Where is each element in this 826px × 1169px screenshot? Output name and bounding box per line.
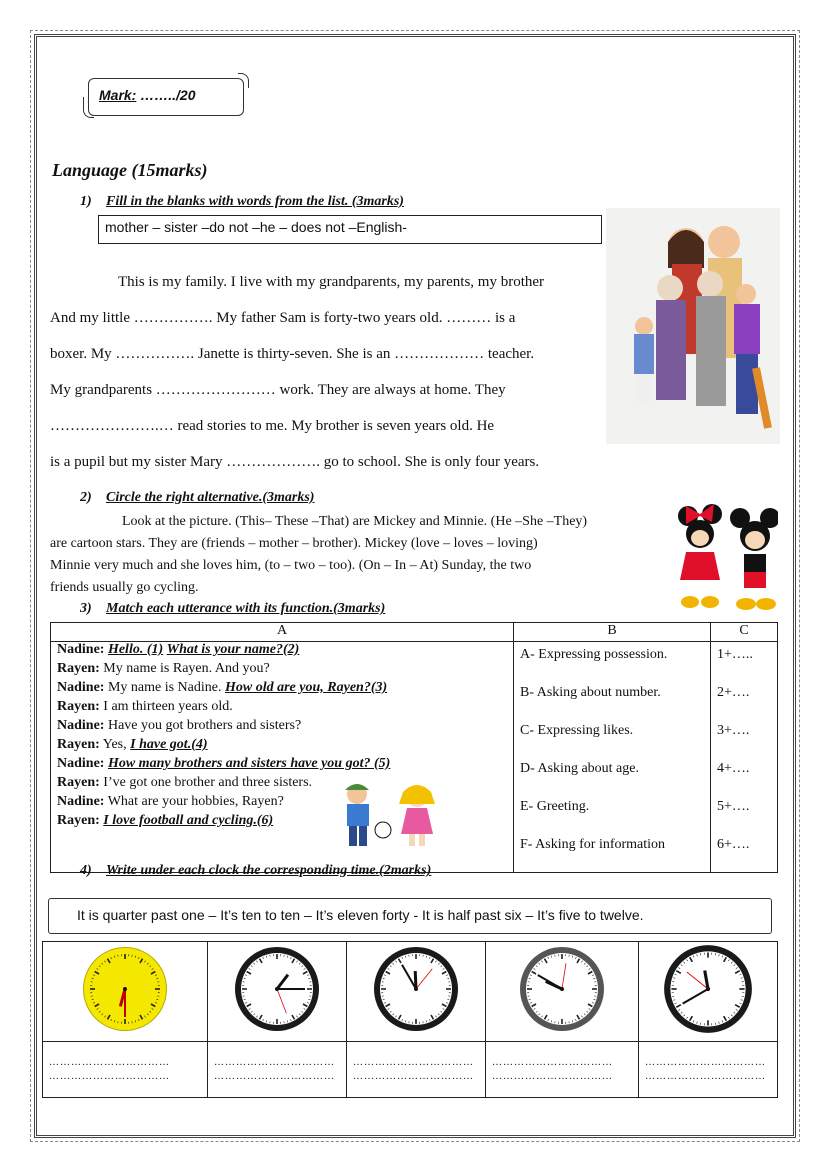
- clock-cell-1: [43, 942, 208, 1042]
- speaker-name: Rayen:: [57, 699, 100, 714]
- answer-slot[interactable]: 3+….: [717, 723, 750, 738]
- q1-line-1: This is my family. I live with my grandparents, my parents, my brother: [118, 274, 545, 290]
- dialogue-line: [57, 756, 507, 775]
- utterance-underlined: I love football and cycling.(6): [103, 813, 274, 828]
- times-list: It is quarter past one – It’s ten to ten – It’s eleven forty - It is half past six – It’s five to twelve.: [77, 907, 644, 923]
- clock-5: [661, 942, 755, 1036]
- utterance-underlined: What is your name?(2): [166, 642, 300, 657]
- q2-heading: [80, 490, 314, 506]
- word-list: mother – sister –do not –he – does not –English-: [105, 219, 407, 235]
- family-picture: [606, 208, 780, 444]
- q3-heading: [80, 601, 385, 617]
- answer-line: ……………………………: [353, 1070, 474, 1082]
- answer-line: ……………………………: [492, 1070, 613, 1082]
- q2-line-4: friends usually go cycling.: [50, 580, 199, 595]
- q1-heading: [80, 194, 404, 210]
- speaker-name: Nadine:: [57, 642, 105, 657]
- functions: [520, 644, 704, 872]
- q1-line-5: ………………….… read stories to me. My brother is seven years old. He: [50, 418, 495, 434]
- utterance-text: My name is Nadine.: [104, 680, 225, 695]
- answers: [717, 644, 771, 872]
- q2-line-2: are cartoon stars. They are (friends – mother – brother). Mickey (love – loves – loving): [50, 536, 538, 551]
- q1-line-2: And my little ……………. My father Sam is forty-two years old. ……… is a: [50, 310, 516, 326]
- function-item: E- Greeting.: [520, 799, 590, 814]
- q4-heading: [80, 863, 431, 879]
- function-item: F- Asking for information: [520, 837, 666, 852]
- answers-cell: [711, 642, 778, 873]
- q3-number: 3): [80, 601, 92, 616]
- header-c: C: [711, 623, 778, 642]
- answer-cell-4[interactable]: [486, 1042, 639, 1098]
- functions-cell: [514, 642, 711, 873]
- mark-text: [99, 87, 196, 103]
- mark-label: Mark:: [99, 87, 137, 103]
- speaker-name: Rayen:: [57, 775, 100, 790]
- speaker-name: Nadine:: [57, 680, 105, 695]
- q1-line-6: is a pupil but my sister Mary ………………. go to school. She is only four years.: [50, 454, 540, 470]
- utterance-text: I’ve got one brother and three sisters.: [99, 775, 313, 790]
- utterance-underlined: I have got.(4): [130, 737, 208, 752]
- utterance-text: What are your hobbies, Rayen?: [104, 794, 284, 809]
- clock-cell-4: [486, 942, 639, 1042]
- answer-slot[interactable]: 4+….: [717, 761, 750, 776]
- q2-number: 2): [80, 490, 92, 505]
- word-list-box: [98, 215, 602, 244]
- answer-line: ……………………………: [492, 1056, 613, 1068]
- dialogue-line: [57, 661, 507, 680]
- clock-center: [560, 987, 564, 991]
- dialogue-line: [57, 699, 507, 718]
- clock-cell-5: [639, 942, 778, 1042]
- answer-slot[interactable]: 5+….: [717, 799, 750, 814]
- clock-1: [80, 944, 170, 1034]
- answer-slot[interactable]: 6+….: [717, 837, 750, 852]
- speaker-name: Nadine:: [57, 718, 105, 733]
- matching-table: [50, 622, 778, 873]
- dialogue-line: [57, 642, 507, 661]
- header-a: A: [51, 623, 514, 642]
- clock-2: [232, 944, 322, 1034]
- utterance-text: Yes,: [99, 737, 131, 752]
- kids-picture: [329, 782, 449, 852]
- function-item: D- Asking about age.: [520, 761, 639, 776]
- q2-line-3: Minnie very much and she loves him, (to – two – too). (On – In – At) Sunday, the two: [50, 558, 532, 573]
- dialogue-cell: [51, 642, 514, 873]
- answer-cell-2[interactable]: [208, 1042, 347, 1098]
- answer-line: ……………………………: [49, 1070, 170, 1082]
- utterance-underlined: How old are you, Rayen?(3): [224, 680, 388, 695]
- answer-cell-5[interactable]: [639, 1042, 778, 1098]
- utterance-text: My name is Rayen. And you?: [99, 661, 270, 676]
- dialogue-line: [57, 737, 507, 756]
- dialogue-line: [57, 718, 507, 737]
- answer-slot[interactable]: 2+….: [717, 685, 750, 700]
- clock-center: [414, 987, 418, 991]
- q1-title: Fill in the blanks with words from the list. (3marks): [106, 194, 404, 209]
- q4-title: Write under each clock the corresponding time.(2marks): [106, 863, 432, 878]
- answer-line: ……………………………: [214, 1056, 335, 1068]
- section-title: Language (15marks): [52, 160, 208, 180]
- clock-4: [517, 944, 607, 1034]
- speaker-name: Rayen:: [57, 813, 100, 828]
- speaker-name: Rayen:: [57, 661, 100, 676]
- answer-line: ……………………………: [645, 1056, 766, 1068]
- q2-title: Circle the right alternative.(3marks): [106, 490, 315, 505]
- q1-number: 1): [80, 194, 92, 209]
- speaker-name: Rayen:: [57, 737, 100, 752]
- clock-center: [123, 987, 127, 991]
- mickey-minnie-picture: [672, 500, 778, 616]
- function-item: A- Expressing possession.: [520, 647, 668, 662]
- utterance-underlined: Hello. (1): [107, 642, 164, 657]
- clocks-table: [42, 941, 778, 1098]
- answer-line: ……………………………: [353, 1056, 474, 1068]
- function-item: B- Asking about number.: [520, 685, 661, 700]
- mark-scroll: [88, 78, 244, 116]
- clock-cell-2: [208, 942, 347, 1042]
- answer-cell-3[interactable]: [347, 1042, 486, 1098]
- answer-line: ……………………………: [645, 1070, 766, 1082]
- scroll-curl-right: [238, 73, 249, 88]
- scroll-curl-left: [83, 97, 94, 118]
- clock-center: [275, 987, 279, 991]
- utterance-underlined: How many brothers and sisters have you got? (5): [107, 756, 391, 771]
- clock-cell-3: [347, 942, 486, 1042]
- mark-value: ……../20: [140, 87, 196, 103]
- answer-line: ……………………………: [49, 1056, 170, 1068]
- utterance-text: Have you got brothers and sisters?: [104, 718, 302, 733]
- utterance-text: I am thirteen years old.: [99, 699, 233, 714]
- q4-number: 4): [80, 863, 92, 878]
- q1-line-4: My grandparents …………………… work. They are always at home. They: [50, 382, 506, 398]
- function-item: C- Expressing likes.: [520, 723, 634, 738]
- dialogue-line: [57, 680, 507, 699]
- q1-line-3: boxer. My ……………. Janette is thirty-seven. She is an ……………… teacher.: [50, 346, 535, 362]
- answer-cell-1[interactable]: [43, 1042, 208, 1098]
- q3-title: Match each utterance with its function.(3marks): [106, 601, 386, 616]
- answer-slot[interactable]: 1+…..: [717, 647, 753, 662]
- clock-center: [706, 987, 710, 991]
- clock-3: [371, 944, 461, 1034]
- speaker-name: Nadine:: [57, 794, 105, 809]
- speaker-name: Nadine:: [57, 756, 105, 771]
- times-list-box: [48, 898, 772, 934]
- q2-line-1: Look at the picture. (This– These –That) are Mickey and Minnie. (He –She –They): [122, 514, 588, 529]
- header-b: B: [514, 623, 711, 642]
- answer-line: ……………………………: [214, 1070, 335, 1082]
